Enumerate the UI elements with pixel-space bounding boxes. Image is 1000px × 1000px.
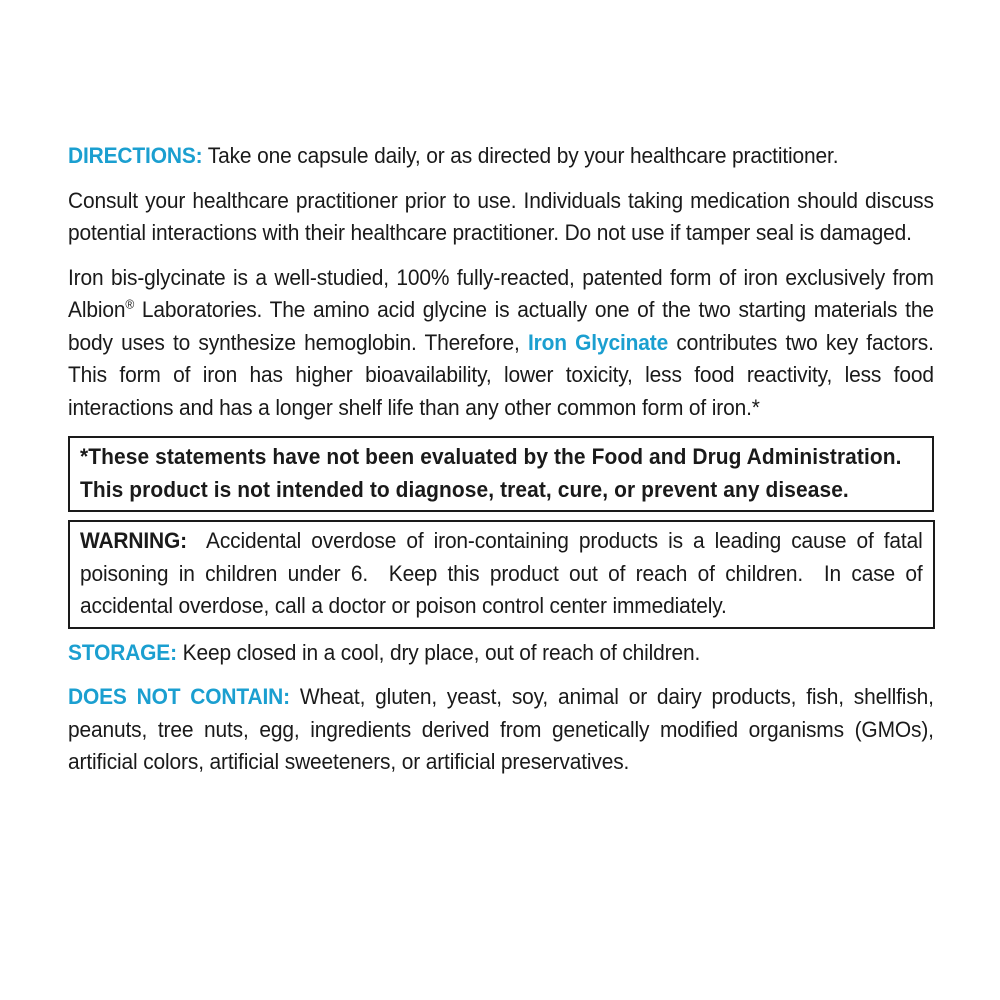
consult-section bbox=[68, 185, 934, 250]
warning-box bbox=[68, 520, 935, 629]
warning-text: Accidental overdose of iron-containing products is a leading cause of fatal poisoning in children under 6. Keep this product out of reach of children. In case of accidental overdose, call a doctor or poison control center immediately. bbox=[80, 528, 929, 618]
description-section bbox=[68, 262, 934, 425]
description-text-after-product: contributes two key factors. This form of iron has higher bioavailability, lower toxicity, less food reactivity, less food interactions and has a longer shelf life than any other common form of iron.* bbox=[68, 329, 934, 420]
registered-trademark-mark: ® bbox=[125, 296, 135, 312]
product-name: Iron Glycinate bbox=[527, 329, 669, 355]
directions-section bbox=[68, 140, 934, 173]
storage-section bbox=[68, 637, 934, 670]
directions-heading: DIRECTIONS: bbox=[68, 143, 203, 168]
fda-disclaimer-box bbox=[68, 436, 934, 512]
label-text-panel bbox=[68, 140, 934, 791]
fda-disclaimer-line-2: This product is not intended to diagnose, treat, cure, or prevent any disease. bbox=[80, 476, 849, 502]
description-text-after-brand: Laboratories. The amino acid glycine is actually one of the two starting materials the body uses to synthesize hemoglobin. Therefore, bbox=[68, 297, 934, 355]
storage-text: Keep closed in a cool, dry place, out of reach of children. bbox=[176, 639, 701, 665]
does-not-contain-text: Wheat, gluten, yeast, soy, animal or dairy products, fish, shellfish, peanuts, tree nuts, egg, ingredients derived from genetically modified organisms (GMOs), artificial colors, artificial sweeteners, or artificial preservatives. bbox=[68, 684, 934, 774]
does-not-contain-section bbox=[68, 681, 934, 779]
directions-text: Take one capsule daily, or as directed by your healthcare practitioner. bbox=[202, 143, 839, 168]
does-not-contain-heading: DOES NOT CONTAIN: bbox=[68, 684, 290, 709]
warning-section bbox=[80, 525, 929, 623]
description-text-before-brand: Iron bis-glycinate is a well-studied, 100% fully-reacted, patented form of iron exclusively from Albion bbox=[68, 264, 934, 322]
consult-text: Consult your healthcare practitioner prior to use. Individuals taking medication should discuss potential interactions with their healthcare practitioner. Do not use if tamper seal is damaged. bbox=[68, 187, 934, 245]
warning-heading: WARNING: bbox=[80, 528, 187, 553]
fda-disclaimer-line-1: *These statements have not been evaluated by the Food and Drug Administration. bbox=[80, 444, 902, 469]
storage-heading: STORAGE: bbox=[68, 639, 177, 665]
